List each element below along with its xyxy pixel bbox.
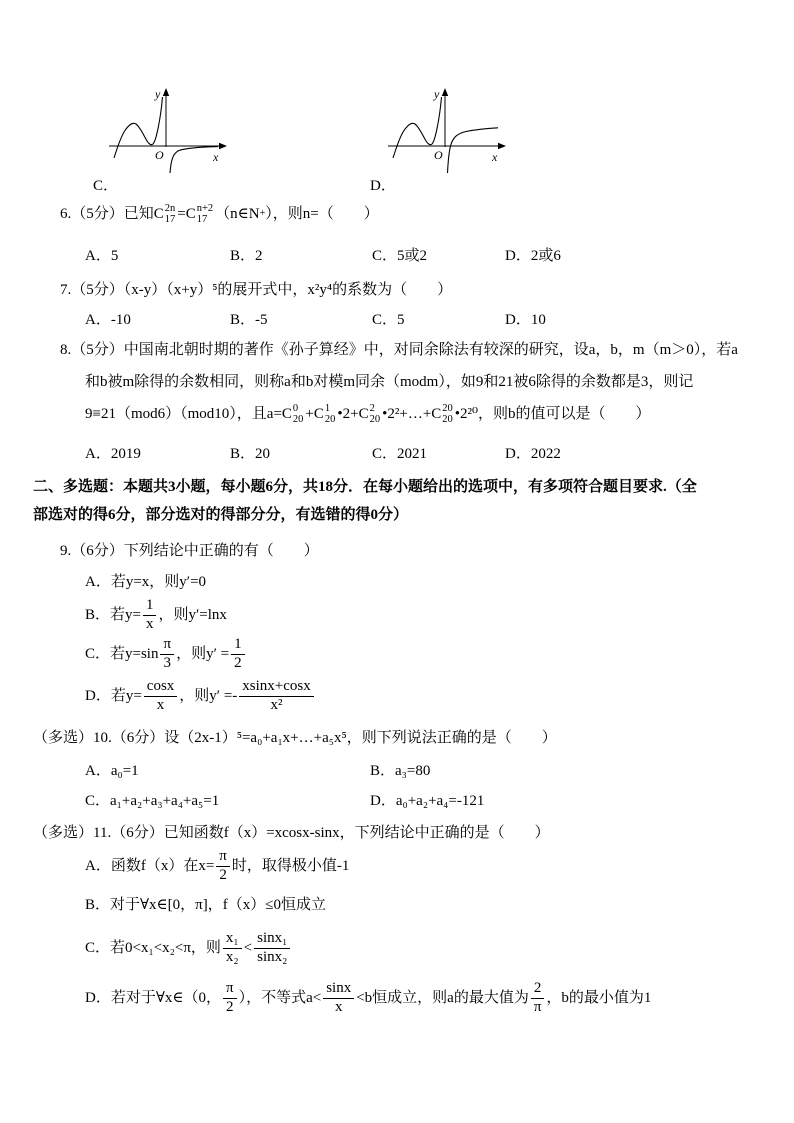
q8-binom-3-sub: 20 <box>369 414 381 425</box>
q7-option-b: B．-5 <box>230 312 268 328</box>
q11-option-d <box>85 978 651 1018</box>
question-10-stem: （多选）10.（6分）设（2x-1）⁵=a₀+a₁x+…+a₅x⁵，则下列说法正确的是（ ） <box>33 730 557 746</box>
q11c-frac1-den: x₂ <box>223 948 242 966</box>
q9c-frac2-den: 2 <box>231 654 245 672</box>
q9c-fraction-1 <box>160 637 174 672</box>
q6-binom-1-sup: 2n <box>164 202 176 214</box>
q6-binom-2 <box>197 203 213 225</box>
q9b-text: ，则y′=lnx <box>158 606 227 623</box>
q9c-text: ，则y′ = <box>176 645 230 662</box>
q10-option-b: B．a₃=80 <box>370 763 431 779</box>
q8-binom-2-sup: 1 <box>324 402 331 414</box>
q6-binom-1 <box>165 203 176 225</box>
q9-option-c <box>85 635 247 673</box>
q10-option-d: D．a₀+a₂+a₄=-121 <box>370 793 485 809</box>
q8-binom-2 <box>325 403 336 425</box>
q9b-frac-num: 1 <box>145 596 154 613</box>
q9d-frac2-den: x² <box>239 696 313 714</box>
q11c-text: C．若0<x₁<x₂<π，则 <box>85 939 221 956</box>
q11c-frac2-den: sinx₂ <box>254 948 290 966</box>
q6-text: =C <box>177 205 196 222</box>
q9c-fraction-2 <box>231 637 245 672</box>
q9b-fraction <box>143 598 157 633</box>
axis-y-label: y <box>155 87 161 101</box>
question-8-line-1: 8.（5分）中国南北朝时期的著作《孙子算经》中，对同余除法有较深的研究，设a，b，m（m＞0），若a <box>60 342 738 358</box>
question-8-line-3 <box>85 399 651 429</box>
q11-option-b: B．对于∀x∈[0，π]，f（x）≤0恒成立 <box>85 897 326 913</box>
q9d-frac1-den: x <box>144 696 178 714</box>
q11d-text: <b恒成立，则a的最大值为 <box>356 989 529 1006</box>
q8-option-d: D．2022 <box>505 446 561 462</box>
origin-label: O <box>155 148 164 162</box>
q11d-frac2-den: x <box>323 998 354 1016</box>
q7-option-d: D．10 <box>505 312 546 328</box>
q9d-text: ，则y′ =- <box>179 687 238 704</box>
q8-binom-4-sup: 20 <box>442 402 453 414</box>
q8-binom-4-sub: 20 <box>442 414 453 425</box>
q11c-frac1-num: x₁ <box>225 929 239 946</box>
q9d-fraction-2 <box>239 679 313 714</box>
q11d-text: ，b的最小值为1 <box>546 989 652 1006</box>
q9d-frac2-num: xsinx+cosx <box>242 677 311 694</box>
question-11-stem: （多选）11.（6分）已知函数f（x）=xcosx-sinx，下列结论中正确的是（ ） <box>33 825 550 841</box>
axis-y-label: y <box>434 87 440 101</box>
q11d-frac1-num: π <box>226 979 234 996</box>
q6-option-b: B．2 <box>230 248 263 264</box>
q8-binom-2-sub: 20 <box>324 414 336 425</box>
q9d-text: D．若y= <box>85 687 142 704</box>
q8-binom-1 <box>293 403 304 425</box>
q11c-frac2-num: sinx₁ <box>257 929 288 946</box>
q9c-text: C．若y=sin <box>85 645 159 662</box>
q6-option-c: C．5或2 <box>372 248 428 264</box>
q8-option-c: C．2021 <box>372 446 428 462</box>
q6-option-d: D．2或6 <box>505 248 561 264</box>
option-label-d-graph: D． <box>370 178 396 194</box>
q11d-fraction-2 <box>323 981 354 1016</box>
q6-binom-2-sub: 17 <box>196 214 208 225</box>
question-7-stem: 7.（5分）（x-y）（x+y）⁵的展开式中，x²y⁴的系数为（ ） <box>60 282 453 298</box>
q6-text: ），则n=（ ） <box>265 205 379 222</box>
q8-option-b: B．20 <box>230 446 271 462</box>
q10-option-c: C．a₁+a₂+a₃+a₄+a₅=1 <box>85 793 220 809</box>
q8-text: •2²⁰，则b的值可以是（ ） <box>454 405 651 422</box>
q11d-text: ），不等式a< <box>238 989 322 1006</box>
q11d-frac2-num: sinx <box>326 979 352 996</box>
q9b-frac-den: x <box>143 615 157 633</box>
q9c-frac1-den: 3 <box>160 654 174 672</box>
q11c-text: < <box>243 939 253 956</box>
q6-nplus-sup: + <box>259 208 266 220</box>
q11c-fraction-1 <box>223 931 242 966</box>
q11a-frac-num: π <box>219 847 227 864</box>
question-9-stem: 9.（6分）下列结论中正确的有（ ） <box>60 543 319 559</box>
q11a-text: A．函数f（x）在x= <box>85 857 215 874</box>
q11d-fraction-1 <box>223 981 237 1016</box>
q9-option-a: A．若y=x，则y′=0 <box>85 574 207 590</box>
section-2-heading-line-2: 部选对的得6分，部分选对的得部分分，有选错的得0分） <box>33 507 409 523</box>
q9-option-d <box>85 676 316 716</box>
q6-text: 6.（5分）已知C <box>60 205 164 222</box>
q9d-frac1-num: cosx <box>146 677 175 694</box>
q6-text: （n∈N <box>215 205 260 222</box>
q11d-text: D．若对于∀x∈（0， <box>85 989 221 1006</box>
q8-option-a: A．2019 <box>85 446 141 462</box>
q11d-frac1-den: 2 <box>223 998 237 1016</box>
q11a-frac-den: 2 <box>216 866 230 884</box>
q7-option-c: C．5 <box>372 312 405 328</box>
q11a-fraction <box>216 849 230 884</box>
q11a-text: 时，取得极小值-1 <box>231 857 350 874</box>
axis-x-label: x <box>213 150 219 164</box>
q11-option-c <box>85 924 292 972</box>
q7-option-a: A．-10 <box>85 312 131 328</box>
axis-x-label: x <box>492 150 498 164</box>
q8-text: •2+C <box>337 405 369 422</box>
q6-binom-1-sub: 17 <box>164 214 176 225</box>
function-graph-c <box>106 86 232 176</box>
section-2-heading-line-1: 二、多选题：本题共3小题，每小题6分，共18分．在每小题给出的选项中，有多项符合题目要求.（全 <box>33 479 697 495</box>
origin-label: O <box>434 148 443 162</box>
question-6-stem <box>60 198 379 230</box>
q11d-frac3-num: 2 <box>533 979 542 996</box>
q11d-frac3-den: π <box>531 998 545 1016</box>
option-label-c-graph: C． <box>93 178 119 194</box>
q8-binom-4 <box>442 403 453 425</box>
question-8-line-2: 和b被m除得的余数相同，则称a和b对模m同余（modm），如9和21被6除得的余数都是3，则记 <box>85 374 694 390</box>
q8-binom-3-sup: 2 <box>369 402 375 414</box>
function-graph-d <box>385 86 511 176</box>
q9c-frac2-num: 1 <box>234 635 242 652</box>
q6-binom-2-sup: n+2 <box>196 202 214 214</box>
q9-option-b <box>85 596 227 634</box>
q8-text: 9≡21（mod6）（mod10），且a=C <box>85 405 292 422</box>
q9d-fraction-1 <box>144 679 178 714</box>
q8-binom-3 <box>370 403 381 425</box>
q11d-fraction-3 <box>531 981 545 1016</box>
q6-option-a: A．5 <box>85 248 119 264</box>
q9b-text: B．若y= <box>85 606 141 623</box>
q11-option-a <box>85 847 349 885</box>
q11c-fraction-2 <box>254 931 290 966</box>
q9c-frac1-num: π <box>163 635 172 652</box>
q8-text: +C <box>305 405 324 422</box>
q10-option-a: A．a₀=1 <box>85 763 139 779</box>
q8-text: •2²+…+C <box>382 405 442 422</box>
q8-binom-1-sub: 20 <box>292 414 304 425</box>
q8-binom-1-sup: 0 <box>292 402 299 414</box>
